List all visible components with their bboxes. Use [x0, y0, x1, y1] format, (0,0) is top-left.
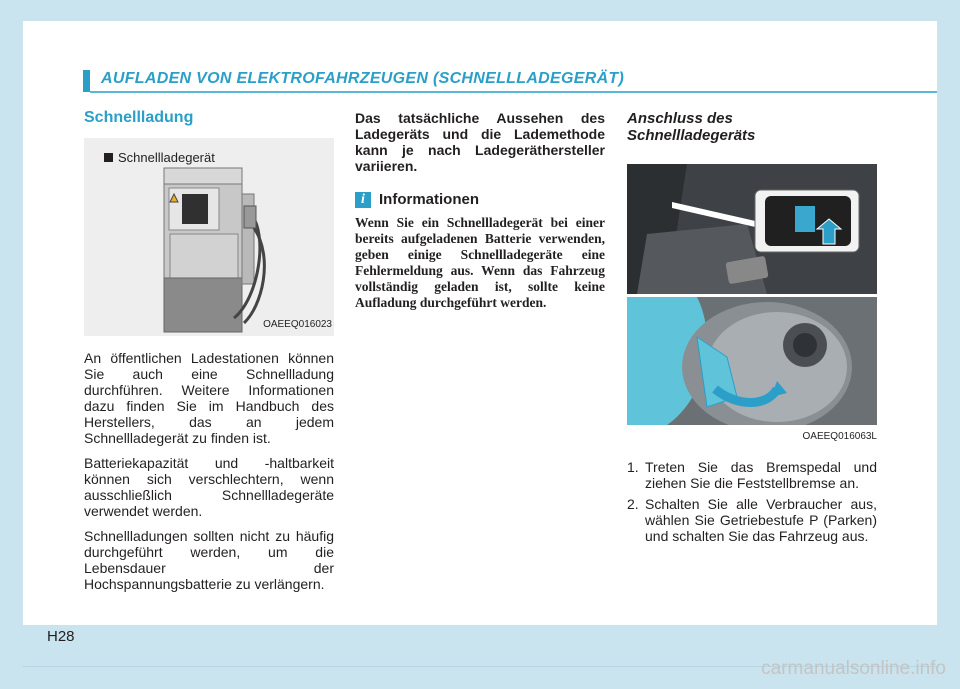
- page-number: H28: [47, 628, 75, 645]
- figure-caption: Schnellladegerät: [104, 150, 215, 166]
- header-accent-bar: [83, 70, 90, 92]
- fast-charger-illustration: [84, 138, 334, 336]
- charge-door-location-illustration: [627, 164, 877, 294]
- charger-figure: [84, 138, 334, 336]
- section-title: Schnellladung: [84, 109, 194, 126]
- list-item: 2. Schalten Sie alle Verbraucher aus, wählen Sie Getriebestufe P (Parken) und schalten Sie das Fahrzeug aus.: [627, 496, 877, 544]
- info-header: [355, 192, 605, 208]
- figure-code: OAEEQ016063L: [802, 431, 877, 442]
- paragraph: An öffentlichen Ladestationen können Sie auch eine Schnellladung durchführen. Weitere Informationen dazu finden Sie im Handbuch des Herstellers, das an jedem Schnellladegerät zu finden ist.: [84, 350, 334, 446]
- info-title: Informationen: [379, 191, 479, 208]
- info-text: Wenn Sie ein Schnellladegerät bei einer bereits aufgeladenen Batterie verwenden, geben einige Schnellladegeräte eine Fehlermeldung aus. Wenn das Fahrzeug vollständig geladen ist, sollte keine Aufladung durchgeführt werden.: [355, 215, 605, 310]
- page-header-title: AUFLADEN VON ELEKTROFAHRZEUGEN (SCHNELLLADEGERÄT): [101, 70, 625, 87]
- charge-door-open-illustration: [627, 297, 877, 425]
- header-rule: [90, 91, 937, 93]
- intro-paragraph: Das tatsächliche Aussehen des Ladegeräts und die Lademethode kann je nach Ladegeräthersteller variieren.: [355, 110, 605, 174]
- paragraph: Schnellladungen sollten nicht zu häufig durchgeführt werden, um die Lebensdauer der Hochspannungsbatterie zu verlängern.: [84, 528, 334, 592]
- steps-list: [627, 459, 877, 544]
- watermark: carmanualsonline.info: [761, 658, 946, 679]
- subsection-title: Anschluss des Schnellladegeräts: [627, 110, 756, 144]
- charge-door-open-photo: [627, 297, 877, 425]
- charging-port-location-photo: [627, 164, 877, 294]
- figure-code: OAEEQ016023: [263, 319, 332, 330]
- paragraph: Batteriekapazität und -haltbarkeit können sich verschlechtern, wenn ausschließlich Schnellladegeräte verwendet werden.: [84, 455, 334, 519]
- info-icon: i: [355, 192, 371, 208]
- column-left: [84, 110, 334, 601]
- column-middle: [355, 110, 605, 311]
- column-right: [627, 110, 877, 549]
- list-item: 1. Treten Sie das Bremspedal und ziehen Sie die Feststellbremse an.: [627, 459, 877, 491]
